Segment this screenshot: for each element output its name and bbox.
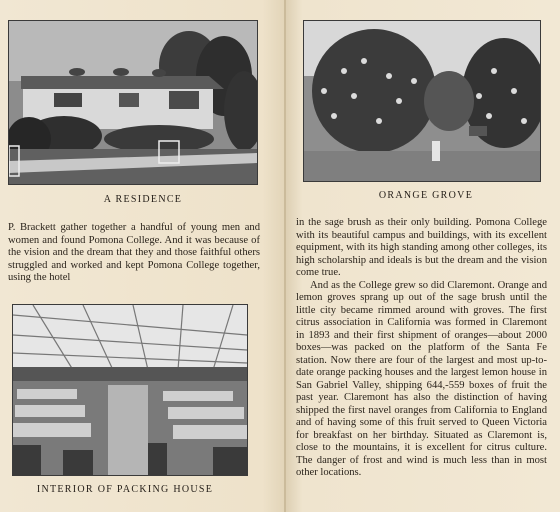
orange-grove-photo bbox=[303, 20, 541, 182]
packing-house-caption: INTERIOR OF PACKING HOUSE bbox=[36, 484, 214, 495]
right-paragraph-1: in the sage brush as their only building. Pomona College with its beautiful campus and buildings, with its excellent equipment, with its high standing among other colleges, its high scholarship and ideals is but the dream and the vision come true. bbox=[296, 217, 547, 278]
packing-house-photo bbox=[12, 304, 248, 476]
left-body-text bbox=[8, 222, 260, 285]
right-paragraph-2: And as the College grew so did Claremont. Orange and lemon groves sprang up out of the sage brush until the little city became rimmed around with groves. The first citrus association in California was formed in Claremont in 1893 and their first shipment of oranges—about 2000 boxes—was packed on the platform of the Santa Fe station. Now there are four of the largest and most up-to-date orange packing houses and the largest lemon house in San Gabriel Valley, shipping 644,-559 boxes of fruit the past year. Claremont has also the distinction of having shipped the first navel oranges from California to England and of having some of this fruit served to Queen Victoria for breakfast on her birthday. Situated as Claremont is, close to the mountains, it is excellent for citrus culture. The danger of frost and wind is much less than in most other locations. bbox=[296, 279, 547, 478]
left-paragraph: P. Brackett gather together a handful of young men and women and found Pomona College. And it was because of the vision and the dream that they and those faithful others struggled and worked and kept Pomona College together, using the hotel bbox=[8, 222, 260, 283]
right-body-text bbox=[296, 217, 547, 480]
residence-photo bbox=[8, 20, 258, 185]
orange-grove-caption: ORANGE GROVE bbox=[378, 190, 474, 201]
residence-caption: A RESIDENCE bbox=[103, 194, 183, 205]
